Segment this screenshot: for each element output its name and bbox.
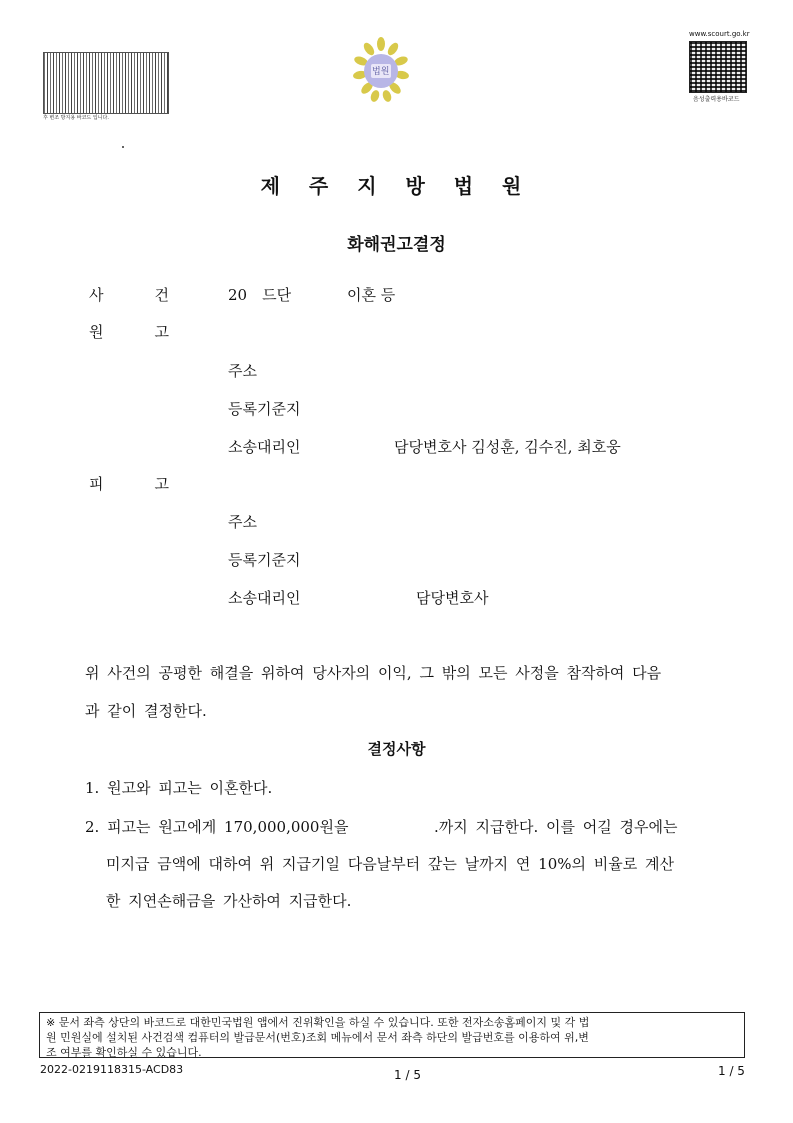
plaintiff-address-label: 주소 [228, 362, 257, 380]
page-number: 1 / 5 [394, 1068, 421, 1082]
authenticity-notice [39, 1012, 745, 1058]
decision-item-2-part-2: .까지 지급한다. 이를 어길 경우에는 [434, 818, 678, 836]
case-label: 사 건 [89, 286, 169, 304]
defendant-label: 피 고 [89, 475, 169, 493]
decision-item-2-line-3: 한 지연손해금을 가산하여 지급한다. [106, 892, 352, 910]
decision-item-2-part-1: 2. 피고는 원고에게 170,000,000원을 [85, 818, 349, 836]
section-title: 결정사항 [367, 740, 426, 758]
barcode-caption: 후 변조 방지용 바코드 입니다. [43, 115, 109, 121]
notice-line-2: 원 민원실에 설치된 사건검색 컴퓨터의 발급문서(번호)조회 메뉴에서 문서 좌측 하단의 발급번호를 이용하여 위,변 [46, 1031, 589, 1044]
notice-line-1: ※ 문서 좌측 상단의 바코드로 대한민국법원 앱에서 진위확인을 하실 수 있습니다. 또한 전자소송홈페이지 및 각 법 [46, 1016, 590, 1029]
plaintiff-registry-label: 등록기준지 [228, 400, 301, 418]
defendant-attorney-label: 소송대리인 [228, 589, 301, 607]
qr-code [689, 41, 747, 93]
intro-line-1: 위 사건의 공평한 해결을 위하여 당사자의 이익, 그 밖의 모든 사정을 참작하여 다음 [85, 664, 662, 682]
seal-text: 법원 [372, 67, 390, 77]
issue-number: 2022-0219118315-ACD83 [40, 1063, 184, 1076]
plaintiff-attorney-value: 담당변호사 김성훈, 김수진, 최호웅 [394, 438, 621, 456]
intro-line-2: 과 같이 결정한다. [85, 702, 207, 720]
defendant-address-label: 주소 [228, 513, 257, 531]
court-name: 제 주 지 방 법 원 [260, 174, 533, 198]
mark-dot [122, 146, 124, 148]
case-number: 20 드단 [228, 286, 292, 304]
verification-barcode [43, 52, 169, 114]
qr-caption: 음성출력용바코드 [693, 96, 740, 103]
document-title: 화해권고결정 [347, 235, 446, 255]
case-name: 이혼 등 [347, 286, 396, 304]
defendant-attorney-value: 담당변호사 [416, 589, 489, 607]
decision-item-1: 1. 원고와 피고는 이혼한다. [85, 779, 273, 797]
plaintiff-label: 원 고 [89, 323, 169, 341]
qr-url: www.scourt.go.kr [689, 30, 750, 38]
decision-item-2-line-2: 미지급 금액에 대하여 위 지급기일 다음날부터 갚는 날까지 연 10%의 비율로 계산 [106, 855, 674, 873]
notice-line-3: 조 여부를 확인하실 수 있습니다. [46, 1046, 202, 1059]
page-number-right: 1 / 5 [718, 1064, 745, 1078]
plaintiff-attorney-label: 소송대리인 [228, 438, 301, 456]
defendant-registry-label: 등록기준지 [228, 551, 301, 569]
